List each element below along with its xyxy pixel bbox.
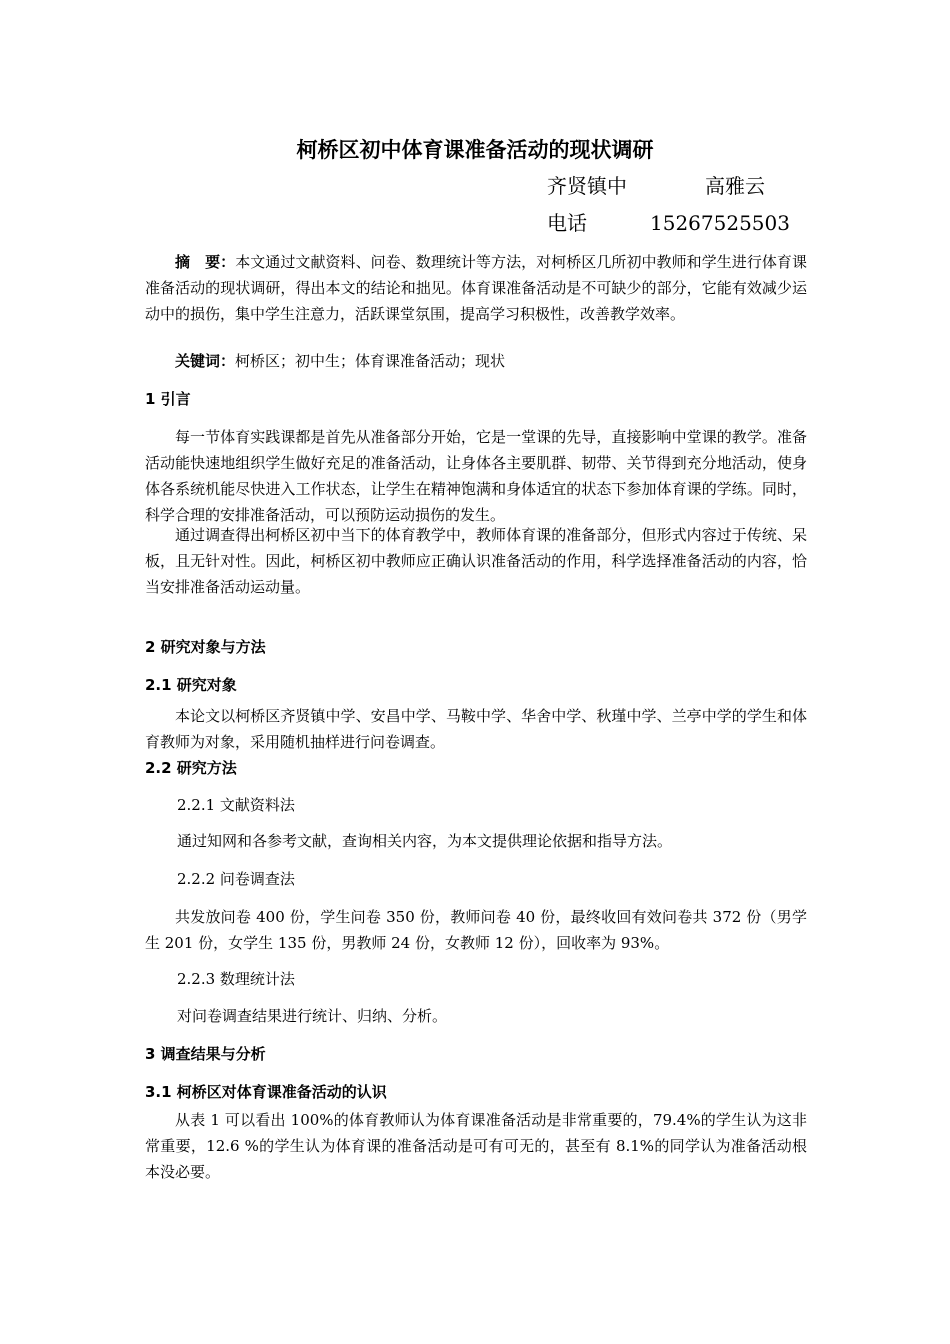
keywords-label: 关键词： xyxy=(175,352,236,370)
section-3-heading: 3 调查结果与分析 xyxy=(145,1045,266,1063)
section-1-paragraph-2: 通过调查得出柯桥区初中当下的体育教学中，教师体育课的准备部分，但形式内容过于传统、呆板，且无针对性。因此，柯桥区初中教师应正确认识准备活动的作用，科学选择准备活动的内容，恰当安排准备活动运动量。 xyxy=(145,526,807,596)
author-name: 高雅云 xyxy=(705,174,765,198)
author-school: 齐贤镇中 xyxy=(547,174,627,198)
phone-label: 电话 xyxy=(547,211,587,235)
section-2-1-text: 本论文以柯桥区齐贤镇中学、安昌中学、马鞍中学、华舍中学、秋瑾中学、兰亭中学的学生和体育教师为对象，采用随机抽样进行问卷调查。 xyxy=(145,707,807,751)
section-2-heading: 2 研究对象与方法 xyxy=(145,638,266,656)
method-1-text: 通过知网和各参考文献，查询相关内容，为本文提供理论依据和指导方法。 xyxy=(177,832,673,850)
abstract-label: 摘 要： xyxy=(175,253,236,271)
method-1-heading: 2.2.1 文献资料法 xyxy=(177,796,295,814)
section-3-1-heading: 3.1 柯桥区对体育课准备活动的认识 xyxy=(145,1083,387,1101)
section-2-2-heading: 2.2 研究方法 xyxy=(145,759,237,777)
section-1-heading: 1 引言 xyxy=(145,390,191,408)
method-3-heading: 2.2.3 数理统计法 xyxy=(177,970,295,988)
method-2-text: 共发放问卷 400 份，学生问卷 350 份，教师问卷 40 份，最终收回有效问卷共 372 份（男学生 201 份，女学生 135 份，男教师 24 份，女教师 12 份），回收率为 93%。 xyxy=(145,908,807,952)
keywords-text: 柯桥区；初中生；体育课准备活动；现状 xyxy=(235,352,506,370)
section-1-paragraph-1: 每一节体育实践课都是首先从准备部分开始，它是一堂课的先导，直接影响中堂课的教学。准备活动能快速地组织学生做好充足的准备活动，让身体各主要肌群、韧带、关节得到充分地活动，使身体各系统机能尽快进入工作状态，让学生在精神饱满和身体适宜的状态下参加体育课的学练。同时，科学合理的安排准备活动，可以预防运动损伤的发生。 xyxy=(145,428,807,524)
section-3-1-text: 从表 1 可以看出 100%的体育教师认为体育课准备活动是非常重要的，79.4%的学生认为这非常重要，12.6 %的学生认为体育课的准备活动是可有可无的，甚至有 8.1%的同学认为准备活动根本没必要。 xyxy=(145,1111,807,1181)
document-title: 柯桥区初中体育课准备活动的现状调研 xyxy=(296,138,654,162)
method-2-heading: 2.2.2 问卷调查法 xyxy=(177,870,295,888)
method-3-text: 对问卷调查结果进行统计、归纳、分析。 xyxy=(177,1007,448,1025)
keywords xyxy=(145,348,807,374)
phone-number: 15267525503 xyxy=(650,211,790,235)
section-2-1-heading: 2.1 研究对象 xyxy=(145,676,237,694)
abstract-text: 本文通过文献资料、问卷、数理统计等方法，对柯桥区几所初中教师和学生进行体育课准备活动的现状调研，得出本文的结论和拙见。体育课准备活动是不可缺少的部分，它能有效减少运动中的损伤，集中学生注意力，活跃课堂氛围，提高学习积极性，改善教学效率。 xyxy=(145,253,807,323)
abstract xyxy=(145,249,807,327)
